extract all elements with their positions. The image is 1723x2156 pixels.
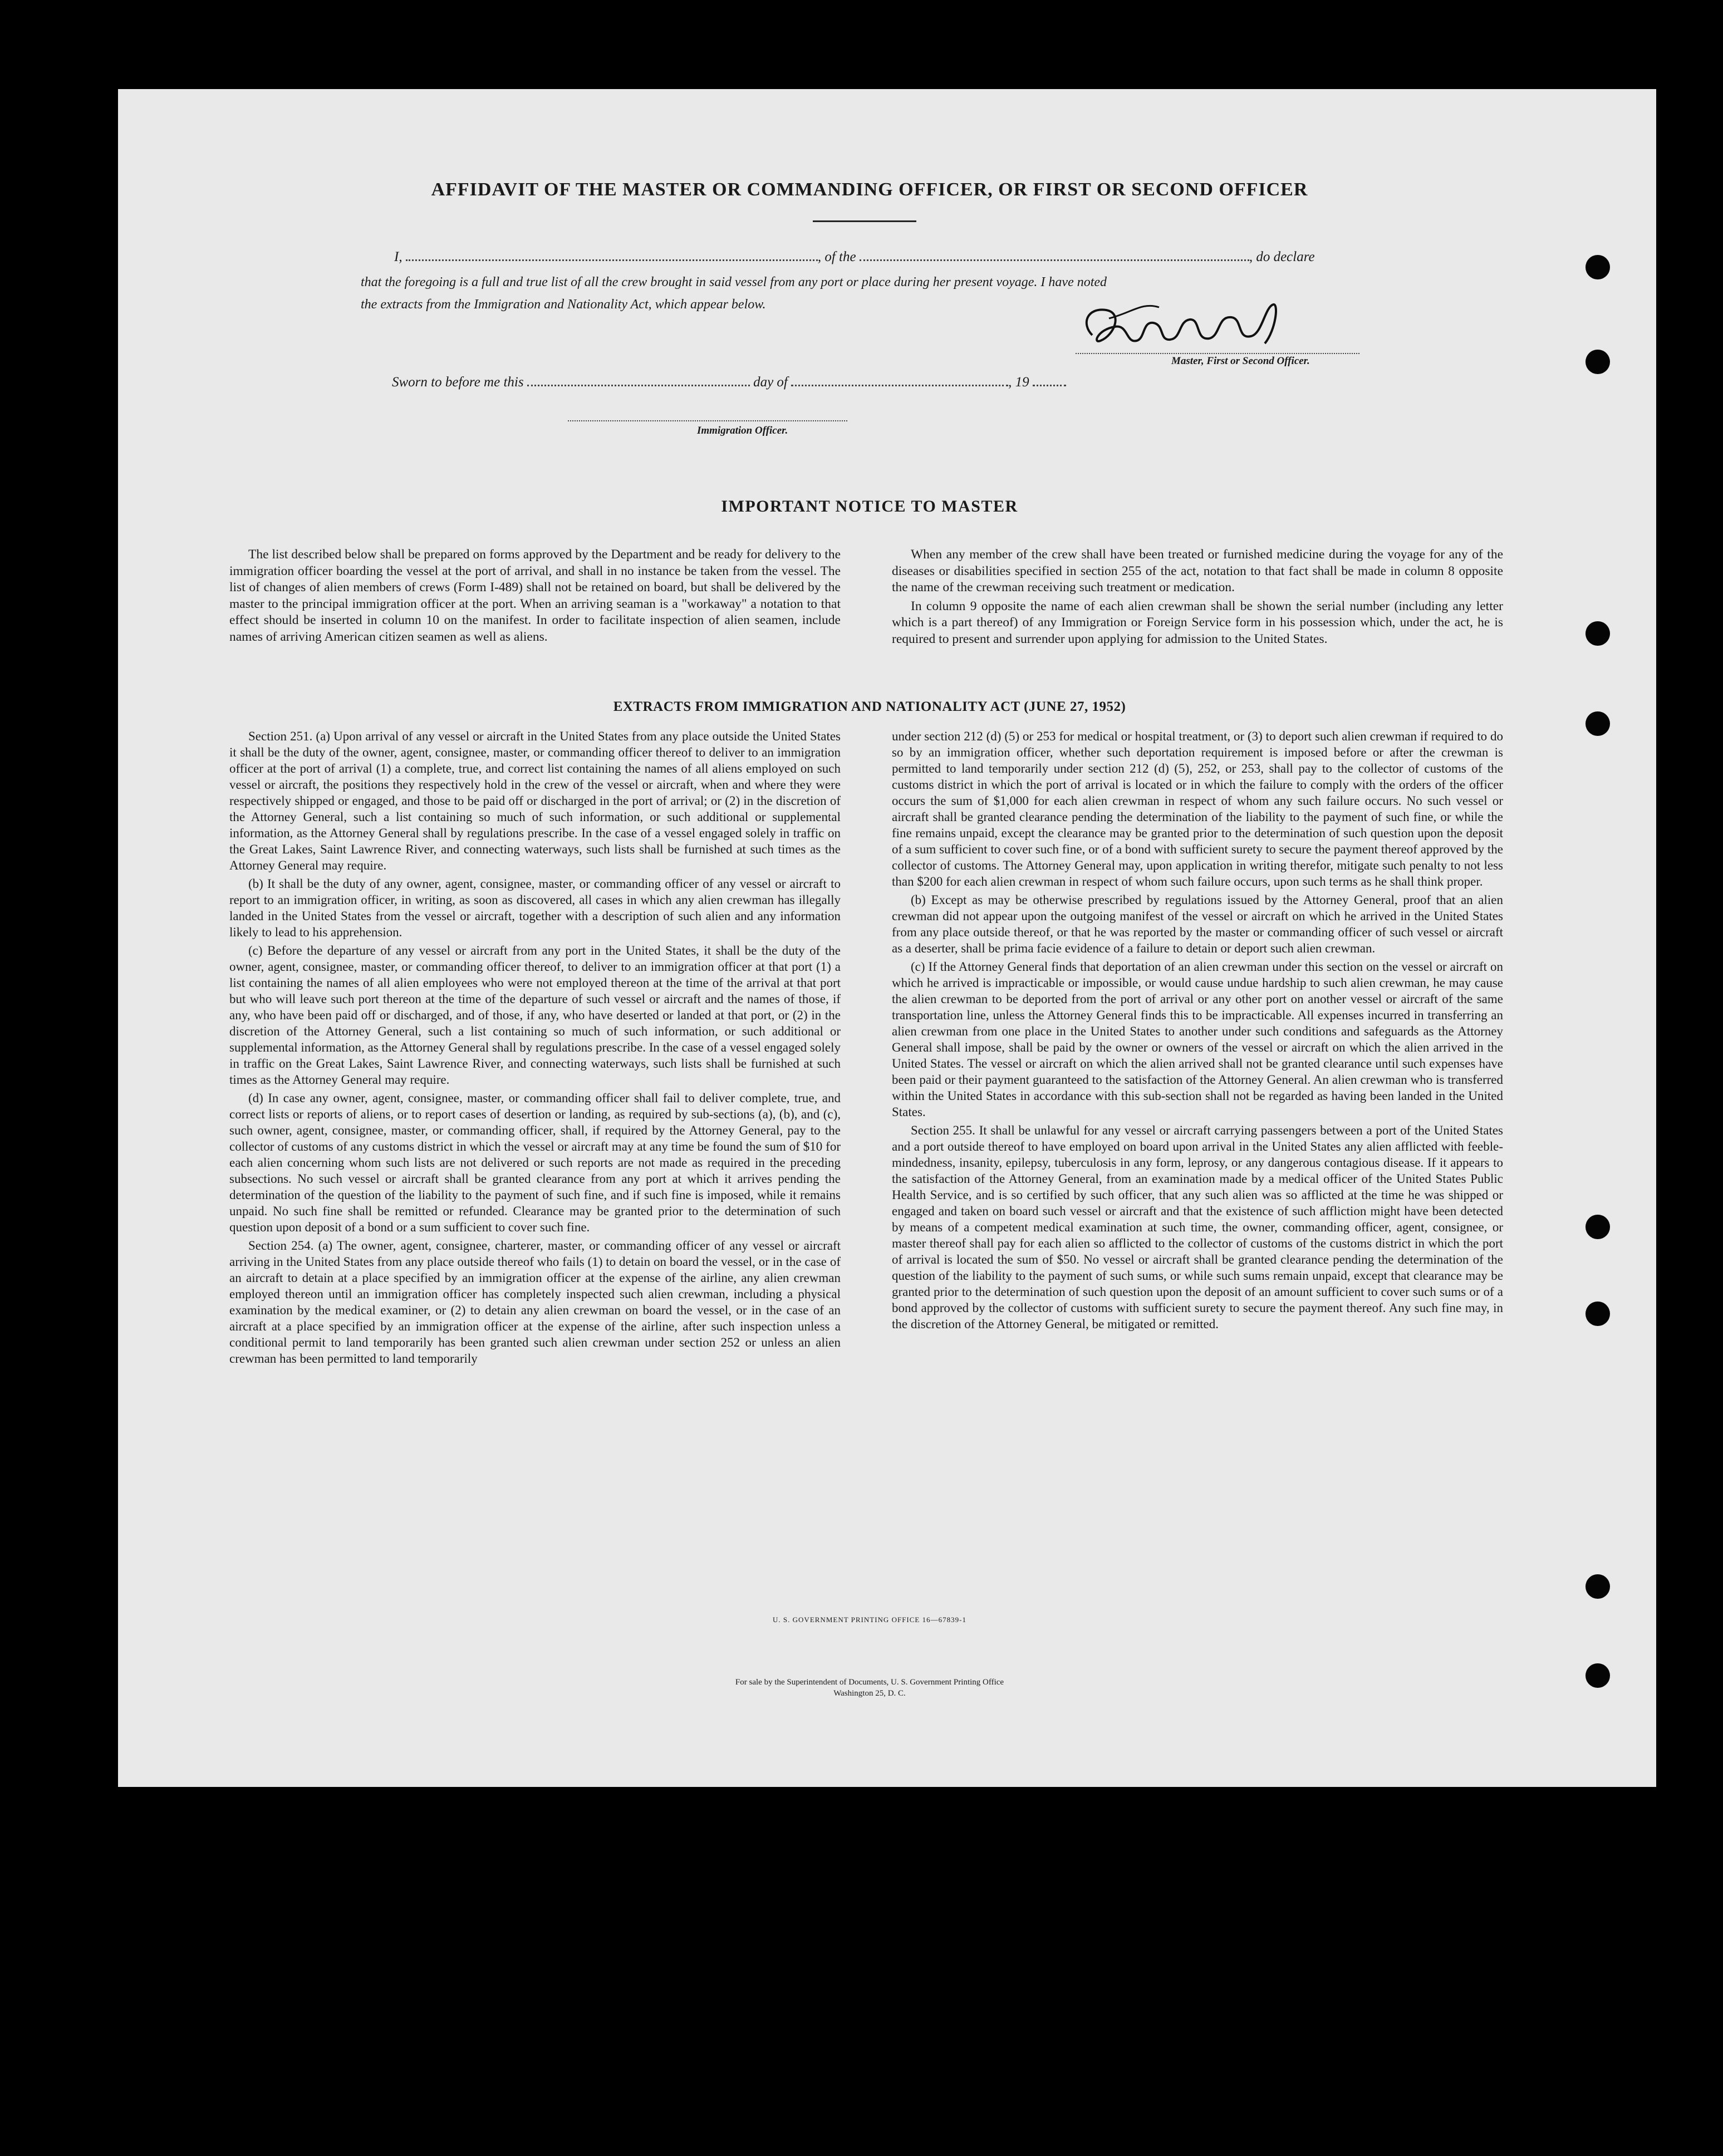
binder-hole: [1585, 1302, 1610, 1326]
declarant-label: I,: [394, 249, 402, 264]
sworn-day-field[interactable]: [527, 385, 750, 386]
extract-paragraph: (d) In case any owner, agent, consignee, master, or commanding officer shall fail to deliver complete, true, and correct lists or reports of aliens, or to report cases of desertion or landing, as required by sub-sections (a), (b), and (c), such owner, agent, consignee, master, or commanding officer, shall, if required by the Attorney General, pay to the collector of customs of any customs district in which the vessel or aircraft may at any time be found the sum of $10 for each alien concerning whom such lists are not delivered or such reports are not made as required in the preceding subsections. No such vessel or aircraft shall be granted clearance from any port at which it arrives pending the determination of the question of the liability to the payment of such fine, and if such fine is imposed, while it remains unpaid. No such fine shall be remitted or refunded. Clearance may be granted prior to the determination of such question upon deposit of a bond or a sum sufficient to cover such fine.: [229, 1091, 841, 1234]
extract-paragraph: under section 212 (d) (5) or 253 for medical or hospital treatment, or (3) to deport such alien crewman if required to do so by an immigration officer, whether such deportation requirement is imposed before or after the crewman is permitted to land temporarily under section 212 (d) (5), 252, or 253, shall pay to the collector of customs of the customs district in which the port of arrival is located or in which the failure to comply with the orders of the officer occurs the sum of $1,000 for each alien crewman in respect of whom any such failure occurs. No such vessel or aircraft shall be granted clearance pending the determination of the liability to the payment of such fine, or while the fine remains unpaid, except the clearance may be granted prior to the determination of such question upon the deposit of a sum sufficient to cover such fine, or of a bond with sufficient surety to secure the payment thereof approved by the collector of customs. The Attorney General may, upon application in writing therefor, mitigate such penalty to not less than $200 for each alien crewman in respect of whom such failure occurs, upon such terms as he shall think proper.: [892, 729, 1503, 888]
extract-paragraph: (c) If the Attorney General finds that deportation of an alien crewman under this section on the vessel or aircraft on which he arrived is impracticable or impossible, or would cause undue hardship to such alien crewman, he may cause the alien crewman to be deported from the port of arrival or any other port on another vessel or aircraft of the same transportation line, unless the Attorney General finds this to be impracticable. All expenses incurred in transferring an alien crewman from one place in the United States to another under such conditions and safeguards as the Attorney General shall impose, shall be paid by the owner or owners of the vessel or aircraft on which the alien arrived in the United States. The vessel or aircraft on which the alien arrived shall not be granted clearance until such expenses have been paid or their payment guaranteed to the satisfaction of the Attorney General. An alien crewman who is transferred within the United States in accordance with this sub-section shall not be regarded as having been landed in the United States.: [892, 960, 1503, 1119]
extract-paragraph: (c) Before the departure of any vessel or aircraft from any port in the United States, it shall be the duty of the owner, agent, consignee, master, or commanding officer thereof, to deliver to an immigration officer at that port (1) a list containing the names of all alien employees who were not employed thereon at the time of the arrival at that port but who will leave such port thereon at the time of the departure of such vessel or aircraft and the names of those, if any, who have been paid off or discharged, and of those, if any, who have deserted or landed at that port, or (2) in the discretion of the Attorney General, such a list containing so much of such information, or such additional or supplemental information, as the Attorney General shall by regulations prescribe. In the case of a vessel engaged solely in traffic on the Great Lakes, Saint Lawrence River, and connecting waterways, such lists shall be furnished at such times as the Attorney General may require.: [229, 944, 841, 1087]
extracts-left-column: [229, 728, 841, 1369]
declarant-name-field[interactable]: [406, 259, 818, 261]
extracts-title: EXTRACTS FROM IMMIGRATION AND NATIONALITY ACT (JUNE 27, 1952): [613, 699, 1126, 714]
notice-right-column: [892, 547, 1503, 650]
sworn-label: Sworn to before me this: [392, 375, 524, 390]
document-page: [118, 89, 1656, 1787]
signature-caption: Master, First or Second Officer.: [1171, 355, 1310, 367]
sworn-month-field[interactable]: [791, 385, 1008, 386]
extract-paragraph: Section 251. (a) Upon arrival of any vessel or aircraft in the United States from any place outside the United States it shall be the duty of the owner, agent, consignee, master, or commanding officer thereof to deliver to an immigration officer at the port of arrival (1) a complete, true, and correct list containing the names of all aliens employed on such vessel or aircraft, the positions they respectively hold in the crew of the vessel or aircraft, when and where they were respectively shipped or engaged, and those to be paid off or discharged in the port of arrival; or (2) in the discretion of the Attorney General, such a list containing so much of such information, or such additional or supplemental information, as the Attorney General shall by regulations prescribe. In the case of a vessel engaged solely in traffic on the Great Lakes, Saint Lawrence River, and connecting waterways, such lists shall be furnished at such times as the Attorney General may require.: [229, 729, 841, 872]
footer-line-1: For sale by the Superintendent of Documents, U. S. Government Printing Office: [735, 1678, 1004, 1687]
year-label: , 19: [1008, 375, 1029, 390]
footer: [118, 1677, 1621, 1699]
officer-signature: [1076, 296, 1293, 357]
notice-left-column: [229, 547, 841, 647]
binder-hole: [1585, 1574, 1610, 1599]
binder-hole: [1585, 621, 1610, 646]
notice-paragraph: When any member of the crew shall have been treated or furnished medicine during the voyage for any of the diseases or disabilities specified in section 255 of the act, notation to that fact shall be made in column 8 opposite the name of the crewman receiving such treatment or medication.: [892, 547, 1503, 595]
extract-paragraph: Section 255. It shall be unlawful for any vessel or aircraft carrying passengers between a port of the United States and a port outside thereof to have employed on board upon arrival in the United States any alien afflicted with feeble-mindedness, insanity, epilepsy, tuberculosis in any form, leprosy, or any dangerous contagious disease. If it appears to the satisfaction of the Attorney General, from an examination made by a medical officer of the United States Public Health Service, and is so certified by such officer, that any such alien was so afflicted at the time he was shipped or engaged and taken on board such vessel or aircraft and that the existence of such affliction might have been detected by means of a competent medical examination at such time, the owner, commanding officer, agent, consignee, or master thereof shall pay for each alien so afflicted to the collector of customs of the customs district in which the port of arrival is located the sum of $50. No vessel or aircraft shall be granted clearance pending the determination of the question of the liability to the payment of such sums, or while such sums remain unpaid, except that clearance may be granted prior to the determination of such question upon the deposit of an amount sufficient to cover such sums or of a bond approved by the collector of customs with sufficient surety to secure the payment thereof. Any such fine may, in the discretion of the Attorney General, be mitigated or remitted.: [892, 1123, 1503, 1331]
printer-mark: U. S. GOVERNMENT PRINTING OFFICE 16—67839-1: [773, 1615, 966, 1624]
footer-line-2: Washington 25, D. C.: [833, 1689, 906, 1698]
notice-paragraph: In column 9 opposite the name of each alien crewman shall be shown the serial number (including any letter which is a part thereof) of any Immigration or Foreign Service form in his possession which, under the act, he is required to present and surrender upon applying for admission to the United States.: [892, 598, 1503, 646]
affidavit-line-2: that the foregoing is a full and true list of all the crew brought in said vessel from any port or place during her present voyage. I have noted: [361, 275, 1107, 289]
immigration-officer-caption: Immigration Officer.: [697, 425, 788, 436]
extract-paragraph: (b) Except as may be otherwise prescribed by regulations issued by the Attorney General, proof that an alien crewman did not appear upon the outgoing manifest of the vessel or aircraft on which he arrived in the United States from any place outside thereof, or that he was reported by the master or commanding officer of such vessel or aircraft as a deserter, shall be prima facie evidence of a failure to detain or deport such alien crewman.: [892, 893, 1503, 955]
binder-hole: [1585, 1215, 1610, 1239]
extract-paragraph: (b) It shall be the duty of any owner, agent, consignee, master, or commanding officer of any vessel or aircraft to report to an immigration officer, in writing, as soon as discovered, all cases in which any alien crewman has illegally landed in the United States from the vessel or aircraft, together with a description of such alien and any information likely to lead to his apprehension.: [229, 877, 841, 939]
binder-hole: [1585, 255, 1610, 279]
sworn-year-field[interactable]: [1033, 385, 1066, 386]
immigration-officer-line: [568, 420, 847, 421]
extract-paragraph: Section 254. (a) The owner, agent, consignee, charterer, master, or commanding officer of any vessel or aircraft arriving in the United States from any place outside thereof who fails (1) to detain on board the vessel, or in the case of an aircraft to detain at a place specified by an immigration officer at the expense of the airline, any alien crewman employed thereon until an immigration officer has completely inspected such alien crewman, including a physical examination by the medical examiner, or (2) to detain any alien crewman on board the vessel, or in the case of an aircraft at a place specified by an immigration officer at the expense of the airline, after such inspection unless a conditional permit to land temporarily has been granted such alien crewman under section 252 or unless an alien crewman has been permitted to land temporarily: [229, 1239, 841, 1366]
signature-line: [1076, 353, 1359, 354]
notice-title: IMPORTANT NOTICE TO MASTER: [721, 497, 1018, 515]
affidavit-line-1: [394, 249, 1315, 265]
binder-hole: [1585, 711, 1610, 736]
binder-hole: [1585, 350, 1610, 374]
binder-hole: [1585, 1663, 1610, 1688]
title-rule: [813, 220, 916, 222]
vessel-name-field[interactable]: [860, 259, 1249, 261]
sworn-line: [392, 375, 1066, 390]
affidavit-title: AFFIDAVIT OF THE MASTER OR COMMANDING OFFICER, OR FIRST OR SECOND OFFICER: [431, 179, 1308, 200]
extracts-right-column: [892, 728, 1503, 1334]
notice-paragraph: The list described below shall be prepared on forms approved by the Department and be ready for delivery to the immigration officer boarding the vessel at the port of arrival, and shall in no instance be taken from the vessel. The list of changes of alien members of crews (Form I-489) shall not be retained on board, but shall be delivered by the master to the principal immigration officer at the port. When an arriving seaman is a "workaway" a notation to that effect should be inserted in column 10 on the manifest. In order to facilitate inspection of alien seamen, include names of arriving American citizen seamen as well as aliens.: [229, 547, 841, 644]
day-of-label: day of: [753, 375, 788, 390]
vessel-label: , of the: [817, 249, 856, 264]
affidavit-line-3: the extracts from the Immigration and Nationality Act, which appear below.: [361, 297, 766, 312]
declare-label: , do declare: [1249, 249, 1315, 264]
